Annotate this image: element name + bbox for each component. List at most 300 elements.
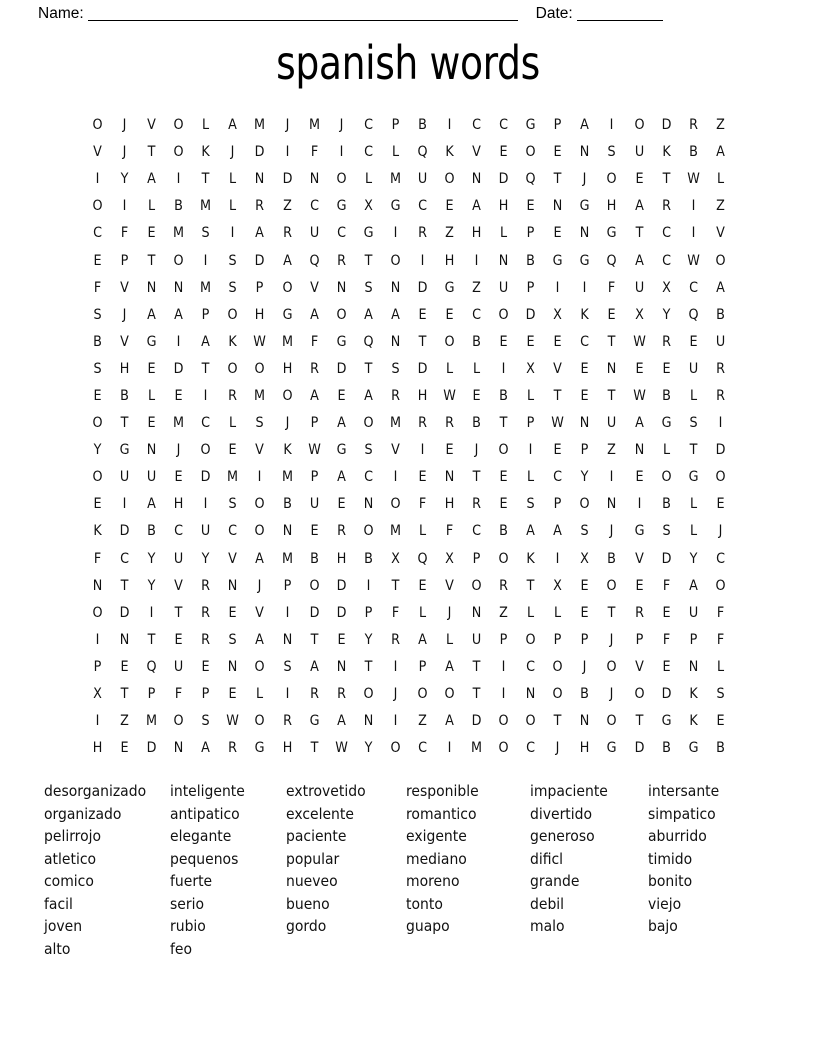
grid-cell[interactable]: R [336, 252, 346, 269]
grid-cell[interactable]: I [637, 496, 641, 513]
grid-cell[interactable]: P [581, 442, 589, 459]
grid-cell[interactable]: A [715, 144, 725, 161]
grid-cell[interactable]: L [527, 469, 535, 486]
word-search-grid[interactable] [84, 112, 734, 762]
grid-cell[interactable]: O [444, 686, 455, 703]
grid-cell[interactable]: L [148, 387, 156, 404]
grid-cell[interactable]: E [174, 631, 183, 648]
grid-cell[interactable]: E [526, 333, 535, 350]
grid-cell[interactable]: D [255, 252, 265, 269]
grid-cell[interactable]: O [390, 740, 401, 757]
word-list-item[interactable]: divertido [530, 804, 593, 823]
grid-cell[interactable]: J [555, 740, 560, 757]
grid-cell[interactable]: T [418, 333, 427, 350]
grid-cell[interactable]: D [336, 604, 347, 621]
grid-cell[interactable]: R [715, 387, 725, 404]
grid-cell[interactable]: Q [606, 252, 618, 269]
grid-cell[interactable]: H [498, 198, 509, 215]
grid-cell[interactable]: G [390, 198, 401, 215]
grid-cell[interactable]: L [364, 171, 372, 188]
grid-cell[interactable]: E [635, 360, 644, 377]
grid-cell[interactable]: P [93, 658, 102, 675]
grid-cell[interactable]: T [201, 360, 210, 377]
grid-cell[interactable]: K [661, 144, 671, 161]
grid-cell[interactable]: S [201, 225, 210, 242]
grid-cell[interactable]: N [282, 631, 292, 648]
grid-cell[interactable]: G [146, 333, 157, 350]
grid-cell[interactable]: E [147, 360, 156, 377]
grid-cell[interactable]: I [555, 279, 560, 296]
grid-cell[interactable]: W [334, 740, 348, 757]
grid-cell[interactable]: T [662, 171, 671, 188]
grid-cell[interactable]: E [553, 144, 562, 161]
grid-cell[interactable]: C [472, 306, 482, 323]
grid-cell[interactable]: N [146, 279, 157, 296]
grid-cell[interactable]: E [580, 360, 589, 377]
grid-cell[interactable]: H [607, 198, 617, 215]
grid-cell[interactable]: B [282, 496, 292, 513]
grid-cell[interactable]: E [93, 387, 102, 404]
grid-cell[interactable]: O [173, 144, 184, 161]
grid-cell[interactable]: X [553, 577, 563, 594]
grid-cell[interactable]: U [688, 360, 698, 377]
grid-cell[interactable]: S [228, 279, 237, 296]
grid-cell[interactable]: A [336, 415, 346, 432]
grid-cell[interactable]: N [363, 496, 374, 513]
grid-cell[interactable]: A [255, 631, 265, 648]
grid-cell[interactable]: A [309, 658, 319, 675]
grid-cell[interactable]: M [389, 523, 401, 540]
grid-cell[interactable]: G [525, 117, 536, 134]
grid-cell[interactable]: P [256, 279, 264, 296]
grid-cell[interactable]: L [554, 604, 562, 621]
grid-cell[interactable]: U [309, 496, 319, 513]
grid-cell[interactable]: T [147, 631, 156, 648]
grid-cell[interactable]: L [229, 198, 237, 215]
grid-cell[interactable]: H [282, 740, 292, 757]
grid-cell[interactable]: C [472, 523, 482, 540]
grid-cell[interactable]: T [635, 713, 643, 730]
grid-cell[interactable]: D [200, 469, 211, 486]
grid-cell[interactable]: O [254, 523, 266, 540]
name-input-rule[interactable] [88, 7, 518, 21]
grid-cell[interactable]: U [471, 631, 482, 648]
grid-cell[interactable]: A [309, 306, 319, 323]
grid-cell[interactable]: I [447, 740, 452, 757]
grid-cell[interactable]: H [444, 496, 455, 513]
grid-cell[interactable]: I [691, 198, 696, 215]
grid-cell[interactable]: O [92, 469, 103, 486]
grid-cell[interactable]: V [634, 658, 644, 675]
word-list-item[interactable]: viejo [648, 894, 682, 913]
grid-cell[interactable]: T [608, 604, 616, 621]
grid-cell[interactable]: F [391, 604, 400, 621]
grid-cell[interactable]: N [471, 604, 482, 621]
grid-cell[interactable]: C [472, 117, 482, 134]
word-list-item[interactable]: facil [44, 894, 73, 913]
grid-cell[interactable]: F [93, 550, 102, 567]
grid-cell[interactable]: O [715, 577, 726, 594]
grid-cell[interactable]: M [200, 279, 212, 296]
grid-cell[interactable]: I [285, 604, 289, 621]
grid-cell[interactable]: T [364, 360, 373, 377]
grid-cell[interactable]: K [228, 333, 238, 350]
grid-cell[interactable]: P [554, 117, 562, 134]
grid-cell[interactable]: P [526, 225, 535, 242]
grid-cell[interactable]: J [718, 523, 723, 540]
word-list-item[interactable]: moreno [406, 872, 460, 890]
grid-cell[interactable]: O [444, 171, 455, 188]
grid-cell[interactable]: L [148, 198, 156, 215]
grid-cell[interactable]: V [309, 279, 319, 296]
word-list-item[interactable]: alto [44, 939, 71, 958]
word-list-item[interactable]: bajo [648, 917, 678, 935]
grid-cell[interactable]: N [119, 631, 130, 648]
grid-cell[interactable]: W [632, 387, 646, 404]
grid-cell[interactable]: E [93, 496, 102, 513]
grid-cell[interactable]: T [472, 686, 481, 703]
grid-cell[interactable]: N [282, 523, 292, 540]
grid-cell[interactable]: B [580, 686, 590, 703]
grid-cell[interactable]: Q [417, 550, 428, 567]
grid-cell[interactable]: W [253, 333, 267, 350]
grid-cell[interactable]: V [120, 333, 129, 350]
grid-cell[interactable]: P [310, 469, 319, 486]
grid-cell[interactable]: G [579, 198, 590, 215]
grid-cell[interactable]: I [258, 469, 262, 486]
grid-cell[interactable]: M [254, 117, 266, 134]
grid-cell[interactable]: V [255, 442, 265, 459]
grid-cell[interactable]: Y [93, 442, 102, 459]
grid-cell[interactable]: T [472, 658, 481, 675]
grid-cell[interactable]: H [580, 740, 590, 757]
grid-cell[interactable]: O [417, 686, 428, 703]
grid-cell[interactable]: D [119, 604, 130, 621]
grid-cell[interactable]: Q [309, 252, 320, 269]
grid-cell[interactable]: E [635, 171, 644, 188]
grid-cell[interactable]: A [715, 279, 725, 296]
grid-cell[interactable]: L [418, 604, 427, 621]
grid-cell[interactable]: J [122, 144, 127, 161]
grid-cell[interactable]: E [635, 469, 644, 486]
grid-cell[interactable]: T [391, 577, 400, 594]
grid-cell[interactable]: Q [363, 333, 374, 350]
grid-cell[interactable]: L [716, 171, 724, 188]
grid-cell[interactable]: N [336, 658, 347, 675]
grid-cell[interactable]: E [716, 496, 725, 513]
grid-cell[interactable]: L [418, 523, 427, 540]
grid-cell[interactable]: L [391, 144, 399, 161]
grid-cell[interactable]: I [393, 225, 398, 242]
grid-cell[interactable]: C [363, 144, 373, 161]
grid-cell[interactable]: P [554, 496, 562, 513]
grid-cell[interactable]: Y [147, 577, 156, 594]
grid-cell[interactable]: P [391, 117, 400, 134]
grid-cell[interactable]: N [309, 171, 319, 188]
grid-cell[interactable]: T [499, 415, 508, 432]
grid-cell[interactable]: O [525, 631, 536, 648]
grid-cell[interactable]: F [93, 279, 102, 296]
grid-cell[interactable]: J [339, 117, 344, 134]
grid-cell[interactable]: P [635, 631, 643, 648]
grid-cell[interactable]: A [363, 306, 373, 323]
grid-cell[interactable]: I [122, 198, 127, 215]
grid-cell[interactable]: P [526, 279, 535, 296]
grid-cell[interactable]: J [447, 604, 452, 621]
grid-cell[interactable]: O [552, 686, 563, 703]
grid-cell[interactable]: O [498, 713, 509, 730]
grid-cell[interactable]: I [501, 686, 506, 703]
grid-cell[interactable]: P [201, 306, 210, 323]
grid-cell[interactable]: J [176, 442, 181, 459]
grid-cell[interactable]: U [499, 279, 509, 296]
grid-cell[interactable]: R [228, 387, 238, 404]
grid-cell[interactable]: U [147, 469, 157, 486]
grid-cell[interactable]: O [606, 577, 618, 594]
grid-cell[interactable]: N [390, 279, 401, 296]
grid-cell[interactable]: I [447, 117, 452, 134]
grid-cell[interactable]: B [147, 523, 157, 540]
grid-cell[interactable]: V [634, 550, 644, 567]
grid-cell[interactable]: D [661, 117, 672, 134]
grid-cell[interactable]: R [390, 387, 400, 404]
grid-cell[interactable]: V [553, 360, 563, 377]
grid-cell[interactable]: V [472, 144, 481, 161]
grid-cell[interactable]: A [255, 225, 265, 242]
grid-cell[interactable]: G [661, 415, 672, 432]
grid-cell[interactable]: Z [715, 117, 725, 134]
grid-cell[interactable]: E [499, 144, 508, 161]
grid-cell[interactable]: F [716, 631, 725, 648]
grid-cell[interactable]: J [583, 171, 587, 188]
grid-cell[interactable]: E [445, 442, 454, 459]
grid-cell[interactable]: O [390, 496, 401, 513]
grid-cell[interactable]: T [147, 252, 156, 269]
grid-cell[interactable]: L [716, 658, 724, 675]
grid-cell[interactable]: P [499, 631, 508, 648]
grid-cell[interactable]: M [281, 550, 293, 567]
grid-cell[interactable]: P [201, 686, 210, 703]
word-list-item[interactable]: inteligente [170, 782, 245, 800]
grid-cell[interactable]: U [634, 144, 644, 161]
grid-cell[interactable]: Z [499, 604, 509, 621]
word-list-item[interactable]: tonto [406, 894, 443, 913]
grid-cell[interactable]: O [227, 360, 238, 377]
grid-cell[interactable]: N [607, 360, 617, 377]
grid-cell[interactable]: Z [607, 442, 617, 459]
grid-cell[interactable]: E [228, 442, 237, 459]
grid-cell[interactable]: I [176, 171, 181, 188]
grid-cell[interactable]: O [173, 252, 184, 269]
grid-cell[interactable]: O [363, 415, 374, 432]
grid-cell[interactable]: R [201, 604, 211, 621]
grid-cell[interactable]: U [309, 225, 319, 242]
grid-cell[interactable]: G [634, 523, 645, 540]
grid-cell[interactable]: K [689, 713, 698, 730]
grid-cell[interactable]: Y [120, 171, 129, 188]
grid-cell[interactable]: M [227, 469, 239, 486]
word-list-item[interactable]: aburrido [648, 827, 707, 845]
grid-cell[interactable]: Q [688, 306, 699, 323]
grid-cell[interactable]: N [634, 442, 644, 459]
grid-cell[interactable]: A [445, 658, 454, 675]
grid-cell[interactable]: G [579, 252, 590, 269]
word-list-item[interactable]: paciente [286, 827, 347, 845]
grid-cell[interactable]: N [580, 144, 590, 161]
grid-cell[interactable]: K [282, 442, 292, 459]
grid-cell[interactable]: E [174, 387, 183, 404]
grid-cell[interactable]: E [580, 604, 589, 621]
grid-cell[interactable]: K [689, 686, 698, 703]
grid-cell[interactable]: E [472, 387, 481, 404]
grid-cell[interactable]: L [527, 604, 535, 621]
grid-cell[interactable]: F [310, 333, 318, 350]
grid-cell[interactable]: A [255, 550, 265, 567]
grid-cell[interactable]: S [255, 415, 265, 432]
grid-cell[interactable]: N [444, 469, 455, 486]
grid-cell[interactable]: O [336, 171, 347, 188]
grid-cell[interactable]: J [258, 577, 262, 594]
grid-cell[interactable]: R [282, 713, 292, 730]
grid-cell[interactable]: U [174, 658, 184, 675]
grid-cell[interactable]: C [228, 523, 238, 540]
grid-cell[interactable]: A [201, 333, 211, 350]
grid-cell[interactable]: H [173, 496, 184, 513]
grid-cell[interactable]: I [420, 252, 425, 269]
grid-cell[interactable]: O [363, 686, 374, 703]
grid-cell[interactable]: S [93, 360, 102, 377]
grid-cell[interactable]: O [498, 740, 509, 757]
grid-cell[interactable]: K [93, 523, 102, 540]
grid-cell[interactable]: B [526, 252, 536, 269]
grid-cell[interactable]: N [688, 658, 699, 675]
grid-cell[interactable]: W [686, 171, 700, 188]
grid-cell[interactable]: O [634, 686, 645, 703]
grid-cell[interactable]: O [227, 306, 238, 323]
word-list-item[interactable]: dificl [530, 849, 564, 868]
grid-cell[interactable]: B [661, 387, 671, 404]
grid-cell[interactable]: J [393, 686, 398, 703]
grid-cell[interactable]: F [662, 577, 670, 594]
grid-cell[interactable]: R [418, 415, 427, 432]
grid-cell[interactable]: T [364, 658, 373, 675]
grid-cell[interactable]: R [309, 686, 319, 703]
grid-cell[interactable]: W [632, 333, 646, 350]
grid-cell[interactable]: E [689, 333, 698, 350]
grid-cell[interactable]: O [606, 171, 618, 188]
grid-cell[interactable]: A [634, 415, 644, 432]
grid-cell[interactable]: Z [445, 225, 454, 242]
grid-cell[interactable]: E [499, 496, 508, 513]
grid-cell[interactable]: D [336, 360, 347, 377]
grid-cell[interactable]: G [444, 279, 455, 296]
grid-cell[interactable]: A [147, 496, 157, 513]
word-list-item[interactable]: debil [530, 894, 565, 913]
grid-cell[interactable]: P [472, 550, 481, 567]
grid-cell[interactable]: Y [662, 306, 671, 323]
grid-cell[interactable]: A [391, 306, 400, 323]
word-list-item[interactable]: atletico [44, 849, 97, 868]
grid-cell[interactable]: B [174, 198, 184, 215]
grid-cell[interactable]: H [336, 550, 347, 567]
grid-cell[interactable]: I [285, 686, 289, 703]
grid-cell[interactable]: G [363, 225, 374, 242]
grid-cell[interactable]: J [285, 415, 289, 432]
grid-cell[interactable]: H [471, 225, 482, 242]
grid-cell[interactable]: E [553, 333, 562, 350]
grid-cell[interactable]: B [363, 550, 373, 567]
grid-cell[interactable]: B [607, 550, 617, 567]
grid-cell[interactable]: V [174, 577, 184, 594]
grid-cell[interactable]: S [228, 252, 237, 269]
grid-cell[interactable]: C [309, 198, 319, 215]
word-list-item[interactable]: excelente [286, 804, 354, 823]
grid-cell[interactable]: O [92, 415, 103, 432]
grid-cell[interactable]: O [173, 117, 184, 134]
grid-cell[interactable]: C [715, 550, 725, 567]
grid-cell[interactable]: U [201, 523, 211, 540]
grid-cell[interactable]: T [364, 252, 373, 269]
grid-cell[interactable]: M [173, 415, 185, 432]
grid-cell[interactable]: H [119, 360, 130, 377]
grid-cell[interactable]: Y [581, 469, 589, 486]
grid-cell[interactable]: N [255, 171, 265, 188]
grid-cell[interactable]: E [174, 469, 183, 486]
grid-cell[interactable]: L [689, 496, 697, 513]
grid-cell[interactable]: G [607, 740, 617, 757]
grid-cell[interactable]: E [93, 252, 102, 269]
grid-cell[interactable]: I [610, 117, 614, 134]
grid-cell[interactable]: G [119, 442, 130, 459]
grid-cell[interactable]: O [282, 387, 293, 404]
grid-cell[interactable]: J [610, 686, 614, 703]
grid-cell[interactable]: L [662, 442, 670, 459]
grid-cell[interactable]: Y [364, 740, 373, 757]
grid-cell[interactable]: L [256, 686, 264, 703]
grid-cell[interactable]: I [501, 360, 506, 377]
grid-cell[interactable]: A [688, 577, 698, 594]
grid-cell[interactable]: R [418, 225, 427, 242]
grid-cell[interactable]: D [661, 550, 672, 567]
grid-cell[interactable]: J [122, 306, 127, 323]
grid-cell[interactable]: Y [201, 550, 210, 567]
grid-cell[interactable]: G [336, 198, 347, 215]
grid-cell[interactable]: T [608, 333, 616, 350]
grid-cell[interactable]: E [580, 577, 589, 594]
grid-cell[interactable]: M [281, 333, 293, 350]
grid-cell[interactable]: Y [364, 631, 373, 648]
grid-cell[interactable]: O [254, 713, 266, 730]
grid-cell[interactable]: I [583, 279, 587, 296]
grid-cell[interactable]: L [229, 171, 237, 188]
grid-cell[interactable]: O [254, 360, 266, 377]
grid-cell[interactable]: Z [282, 198, 292, 215]
grid-cell[interactable]: E [580, 387, 589, 404]
grid-cell[interactable]: V [228, 550, 238, 567]
grid-cell[interactable]: M [389, 171, 401, 188]
grid-cell[interactable]: O [444, 333, 455, 350]
grid-cell[interactable]: A [634, 198, 644, 215]
grid-cell[interactable]: L [202, 117, 210, 134]
grid-cell[interactable]: L [689, 387, 697, 404]
grid-cell[interactable]: R [715, 360, 725, 377]
grid-cell[interactable]: L [473, 360, 481, 377]
grid-cell[interactable]: B [499, 523, 509, 540]
grid-cell[interactable]: S [526, 496, 535, 513]
grid-cell[interactable]: D [309, 604, 320, 621]
grid-cell[interactable]: L [229, 415, 237, 432]
grid-cell[interactable]: O [92, 117, 103, 134]
